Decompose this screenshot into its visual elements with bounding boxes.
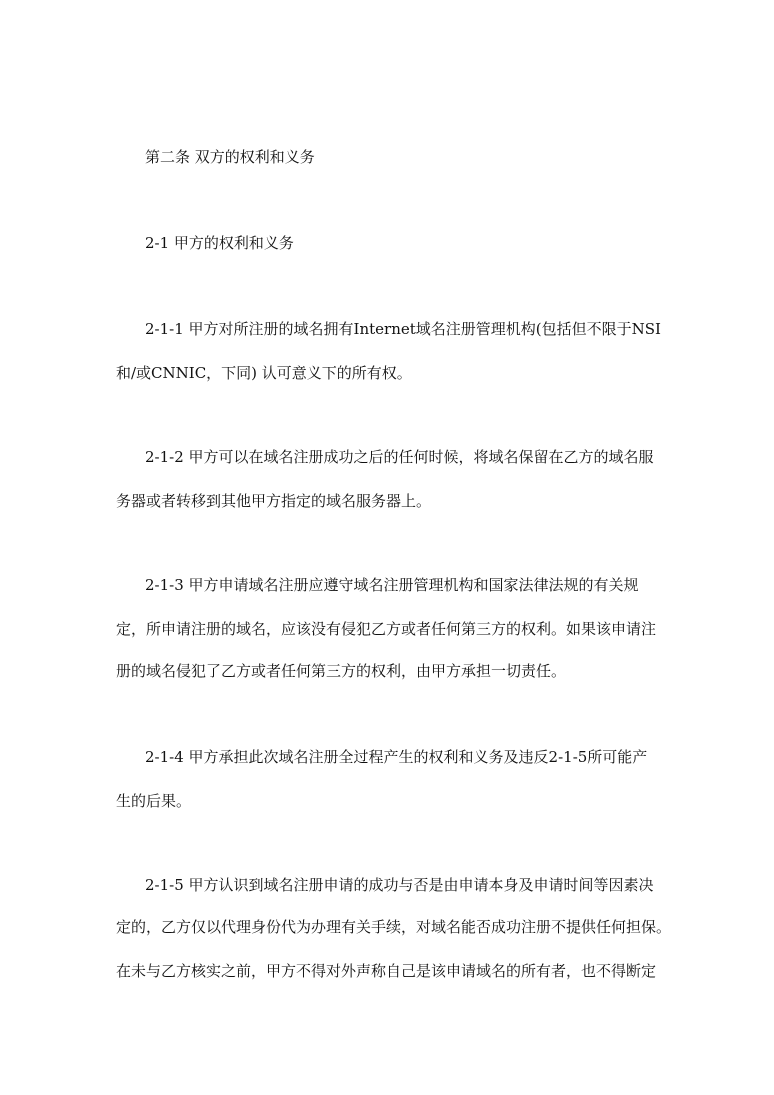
- clause-2-1-1-line-1: 2-1-1 甲方对所注册的域名拥有Internet域名注册管理机构(包括但不限于NSI: [145, 320, 661, 338]
- clause-2-1-1-line-2: 和/或CNNIC，下同) 认可意义下的所有权。: [116, 364, 412, 382]
- clause-2-1-5-line-2: 定的，乙方仅以代理身份代为办理有关手续，对域名能否成功注册不提供任何担保。: [116, 918, 672, 936]
- clause-2-1-2-line-1: 2-1-2 甲方可以在域名注册成功之后的任何时候，将域名保留在乙方的域名服: [145, 448, 654, 466]
- clause-2-1-3-line-2: 定，所申请注册的域名，应该没有侵犯乙方或者任何第三方的权利。如果该申请注: [116, 620, 657, 638]
- clause-2-1-3-line-3: 册的域名侵犯了乙方或者任何第三方的权利，由甲方承担一切责任。: [116, 662, 567, 680]
- clause-2-1-4-line-1: 2-1-4 甲方承担此次域名注册全过程产生的权利和义务及违反2-1-5所可能产: [145, 748, 648, 766]
- clause-2-1-5-line-3: 在未与乙方核实之前，甲方不得对外声称自己是该申请域名的所有者，也不得断定: [116, 962, 657, 980]
- article-heading: 第二条 双方的权利和义务: [145, 148, 315, 166]
- clause-2-1-5-line-1: 2-1-5 甲方认识到域名注册申请的成功与否是由申请本身及申请时间等因素决: [145, 876, 654, 894]
- clause-2-1-2-line-2: 务器或者转移到其他甲方指定的域名服务器上。: [116, 492, 432, 510]
- clause-2-1-4-line-2: 生的后果。: [116, 792, 192, 810]
- clause-2-1-3-line-1: 2-1-3 甲方申请域名注册应遵守域名注册管理机构和国家法律法规的有关规: [145, 576, 639, 594]
- section-heading: 2-1 甲方的权利和义务: [145, 234, 294, 252]
